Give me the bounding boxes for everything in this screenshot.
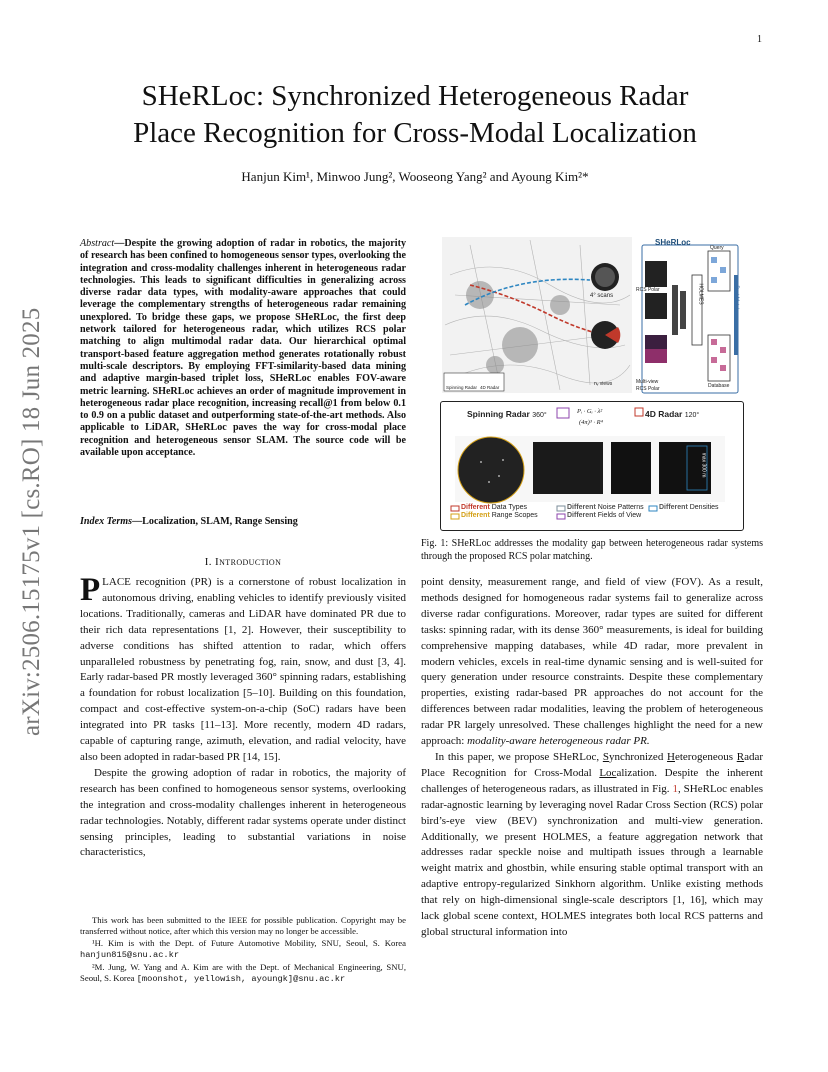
figure-bottom-panel — [440, 401, 744, 531]
footnote-email-1[interactable]: hanjun815@snu.ac.kr — [80, 950, 180, 960]
4d-radar-title — [645, 409, 699, 419]
intro-paragraph-1-text: LACE recognition (PR) is a cornerstone of robust localization in autonomous driving, enabling vehicles to identify previously visited locations. Traditionally, cameras and LiDAR have dominated PR due to their rich data representations [1, 2]. However, their susceptibility to adverse conditions has shifted attention to radar, which offers unparalleled robustness by penetrating fog, rain, snow, and dust [3, 4]. Early radar-based PR mostly leveraged 360° spinning radars, establishing a foundation for robust localization [5–10]. Building on this foundation, compact and cost-effective system-on-a-chip (SoC) radars have been integrated into PR tasks [11–13]. More recently, modern 4D radars, capable of capturing range, azimuth, elevation, and radial velocity, have also been adopted in radar-based PR [14, 15]. — [80, 576, 406, 763]
index-terms — [80, 516, 406, 528]
p4-part-f: , SHeRLoc enables radar-agnostic learning by leveraging novel Radar Cross Section (RCS) polar bird’s-eye view (BEV) synchronization and multi-view generation. Additionally, we present HOLMES, a feature aggregation network that addresses radar speckle noise and multipath issues through a learnable weight matrix and ghostbin, while ensuring stable optimal transport with an adaptive entropy-regularized Sinkhorn algorithm. Unlike existing methods that rely on high-dimensional single-scale descriptors [1, 16], which may lack global scene context, HOLMES integrates both local RCS patterns and global structural information into — [421, 782, 763, 938]
title-line-2: Place Recognition for Cross-Modal Localization — [133, 117, 697, 149]
section-heading-introduction — [80, 556, 406, 568]
legend-data-types-bold: Different — [461, 504, 490, 511]
figure-label-holmes: HOLMES — [697, 283, 704, 305]
legend-densities-text: Densities — [687, 504, 719, 511]
figure-label-scans: 4° scans — [590, 293, 614, 299]
author-list: Hanjun Kim¹, Minwoo Jung², Wooseong Yang² and Ayoung Kim²* — [241, 169, 589, 184]
figure-top-title: SHeRLoc — [655, 238, 691, 247]
abstract — [80, 238, 406, 459]
p4-part-d: adar Place Recognition for Cross-Modal — [421, 750, 764, 779]
figure-legend-4d: 4D Radar — [480, 385, 500, 390]
arxiv-stamp[interactable]: arXiv:2506.15175v1 [cs.RO] 18 Jun 2025 — [18, 307, 45, 736]
radar-map-graphic — [440, 235, 740, 395]
title-line-1: SHeRLoc: Synchronized Heterogeneous Radar — [141, 80, 689, 112]
legend-range-scopes-text: Range Scopes — [489, 512, 538, 519]
figure-top-panel — [440, 235, 742, 397]
figure-label-query: Query — [710, 245, 724, 251]
figure-label-database: Database — [708, 383, 730, 389]
p4-acronym-h: H — [667, 750, 675, 763]
page-number: 1 — [757, 34, 762, 45]
figure-legend-spinning: Spinning Radar — [446, 385, 478, 390]
p4-part-a: In this paper, we propose SHeRLoc, — [435, 750, 603, 763]
figure-1 — [440, 235, 745, 531]
left-column-body — [80, 572, 406, 861]
legend-fields-of-view-text: Fields of View — [595, 512, 642, 519]
spinning-radar-title — [467, 409, 547, 419]
legend-noise-patterns — [567, 504, 644, 511]
legend-data-types-text: Data Types — [489, 504, 528, 511]
legend-noise-patterns-bold: Different — [567, 504, 596, 511]
right-column-body — [421, 575, 763, 941]
footnotes — [80, 915, 406, 986]
index-terms-label: Index Terms — [80, 516, 133, 527]
legend-range-scopes — [461, 512, 538, 519]
footnote-affiliation-1 — [80, 938, 406, 961]
intro-paragraph-4 — [421, 750, 763, 941]
legend-densities — [659, 504, 719, 511]
legend-fields-of-view — [567, 512, 641, 519]
rcs-formula: Pᵢ · Gᵢ · λ² — [577, 408, 603, 415]
intro-paragraph-2: Despite the growing adoption of radar in robotics, the majority of research has been confined to homogeneous sensor systems, overlooking the integration and cross-modality challenges inherent in heterogeneous radar technologies. Notably, different radar systems operate under distinct sensing principles, leading to substantial variations in noise characteristics, — [80, 766, 406, 859]
range-label: max 300 m — [700, 452, 707, 478]
4d-radar-angle: 120° — [684, 412, 700, 419]
figure-label-multiview: Multi-view — [636, 379, 659, 385]
spinning-radar-title-text: Spinning Radar — [467, 409, 530, 419]
footnote-affiliation-2-text: ²M. Jung, W. Yang and A. Kim are with the Dept. of Mechanical Engineering, SNU, Seoul, S. Korea — [80, 962, 406, 983]
section-heading-text: I. Introduction — [204, 556, 282, 568]
index-terms-text: —Localization, SLAM, Range Sensing — [132, 516, 298, 527]
figure-label-rcs-polar: RCS Polar — [636, 287, 660, 293]
p4-part-b: ynchronized — [608, 750, 668, 763]
intro-paragraph-3-text: point density, measurement range, and field of view (FOV). As a result, methods designed for homogeneous radar systems fail to generalize across diverse radar configurations. Moreover, radar types are suited for different tasks: spinning radar, with its dense 360° measurements, is ideal for building comprehensive mapping databases, while 4D radar, more prevalent in modern vehicles, excels in real-time dynamic sensing and is well-suited for query generation under resource constraints. Despite these complementary properties, existing radar-based PR approaches do not account for the differences between radar modalities, leaving the problem of heterogeneous radar PR largely unresolved. These challenges highlight the need for a new approach: — [421, 576, 763, 748]
p4-part-c: eterogeneous — [674, 750, 737, 763]
4d-radar-title-text: 4D Radar — [645, 409, 683, 419]
figure-caption: Fig. 1: SHeRLoc addresses the modality gap between heterogeneous radar systems through the proposed RCS polar matching. — [421, 538, 763, 562]
legend-densities-bold: Different — [659, 504, 688, 511]
figure-label-best-match: Best Match — [733, 285, 740, 311]
intro-paragraph-3-emphasis: modality-aware heterogeneous radar PR. — [467, 735, 650, 748]
intro-paragraph-3 — [421, 575, 763, 750]
p4-acronym-loc: Loc — [599, 766, 617, 779]
drop-cap: P — [80, 572, 101, 608]
legend-range-scopes-bold: Different — [461, 512, 490, 519]
figure-reference-link[interactable]: 1 — [672, 782, 678, 795]
paper-title — [70, 78, 760, 152]
p4-acronym-s: S — [602, 750, 609, 763]
p4-part-e: alization. Despite the inherent challenges of heterogeneous radars, as illustrated in Fig. — [421, 766, 763, 795]
footnote-affiliation-2 — [80, 962, 406, 985]
rcs-formula-denominator: (4π)³ · R⁴ — [579, 419, 603, 426]
figure-label-views: nᵥ views — [594, 381, 613, 387]
footnote-email-2[interactable]: [moonshot, yellowish, ayoungk]@snu.ac.kr — [136, 974, 346, 984]
intro-paragraph-1 — [80, 572, 406, 766]
legend-noise-patterns-text: Noise Patterns — [595, 504, 644, 511]
footnote-ieee: This work has been submitted to the IEEE for possible publication. Copyright may be transferred without notice, after which this version may no longer be accessible. — [80, 915, 406, 936]
abstract-text: —Despite the growing adoption of radar in robotics, the majority of research has been confined to homogeneous sensor types, overlooking the integration and cross-modality challenges inherent in heterogeneous radar technologies. This leads to significant difficulties in generalizing across diverse radar data types, with modality-aware approaches that could leverage the complementary strengths of heterogeneous radar remaining unexplored. To bridge these gaps, we propose SHeRLoc, the first deep network tailored for heterogeneous radar, which utilizes RCS polar matching to align multimodal radar data. Our hierarchical optimal transport-based feature aggregation method generates rotationally robust multi-scale descriptors. By employing FFT-similarity-based data mining and adaptive margin-based triplet loss, SHeRLoc enables FOV-aware metric learning. SHeRLoc achieves an order of magnitude improvement in heterogeneous radar place recognition, increasing recall@1 from below 0.1 to 0.9 on a public dataset and outperforming state-of-the-art methods. Also applicable to LiDAR, SHeRLoc paves the way for cross-modal place recognition and heterogeneous sensor SLAM. The source code will be available upon acceptance. — [80, 238, 406, 459]
legend-fields-of-view-bold: Different — [567, 512, 596, 519]
figure-label-rcs-polar-2: RCS Polar — [636, 386, 660, 392]
footnote-affiliation-1-text: ¹H. Kim is with the Dept. of Future Automotive Mobility, SNU, Seoul, S. Korea — [92, 938, 406, 948]
spinning-radar-angle: 360° — [532, 412, 547, 419]
legend-data-types — [461, 504, 527, 511]
abstract-label: Abstract — [80, 238, 115, 249]
p4-acronym-r: R — [736, 750, 745, 763]
